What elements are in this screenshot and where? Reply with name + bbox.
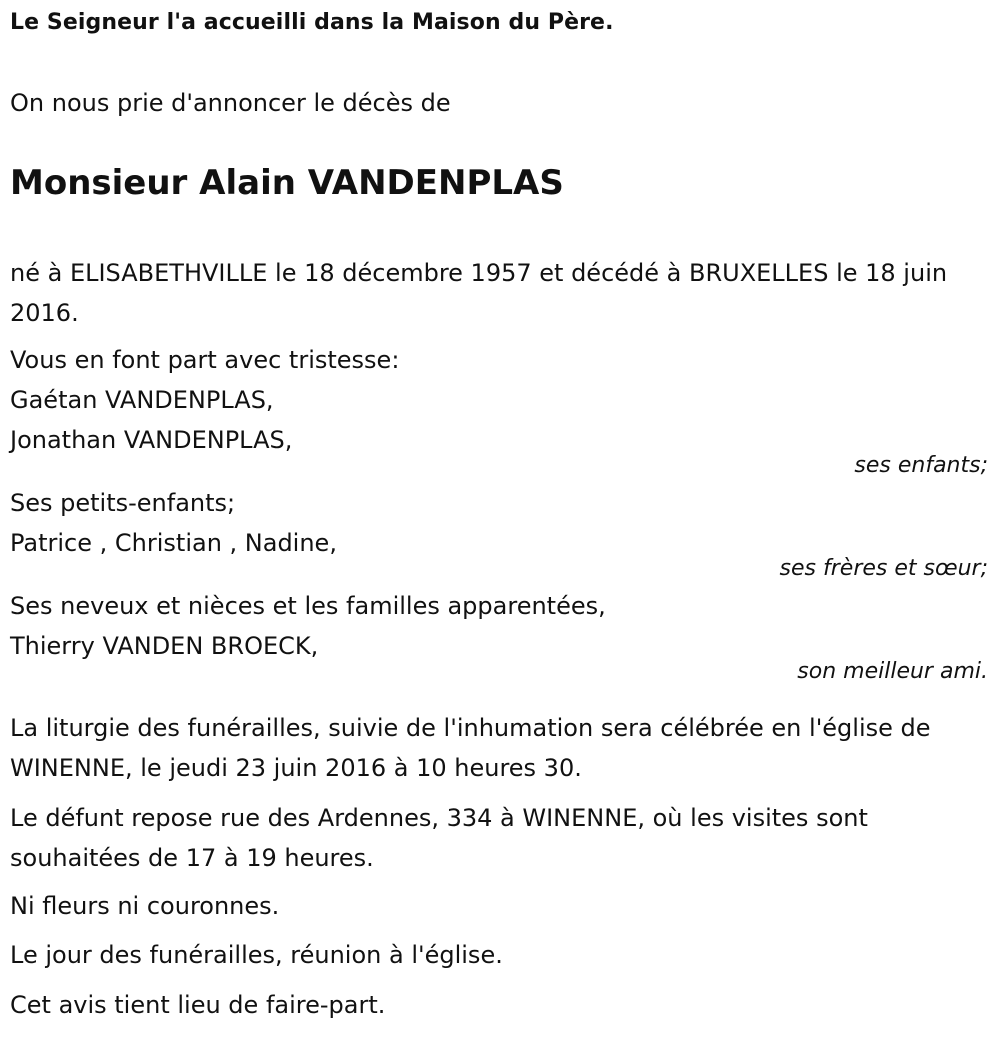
grandchildren-line: Ses petits-enfants; (10, 489, 236, 517)
children-role: ses enfants; (854, 453, 988, 478)
relatives-line: Ses neveux et nièces et les familles apparentées, (10, 592, 606, 620)
announce-line: Vous en font part avec tristesse: (10, 346, 400, 374)
flowers-line: Ni fleurs ni couronnes. (10, 892, 280, 920)
birth-death-line: né à ELISABETHVILLE le 18 décembre 1957 et décédé à BRUXELLES le 18 juin 2016. (10, 259, 948, 327)
intro-line: On nous prie d'annoncer le décès de (10, 89, 451, 117)
deceased-name: Monsieur Alain VANDENPLAS (10, 163, 564, 203)
rests-paragraph: Le défunt repose rue des Ardennes, 334 à WINENNE, où les visites sont souhaitées de 17 à 19 heures. (10, 804, 868, 872)
child-name: Jonathan VANDENPLAS, (10, 426, 293, 454)
siblings-line: Patrice , Christian , Nadine, (10, 529, 337, 557)
friend-line: Thierry VANDEN BROECK, (10, 632, 319, 660)
notice-header: Le Seigneur l'a accueilli dans la Maison du Père. (10, 10, 614, 35)
closing-line: Cet avis tient lieu de faire-part. (10, 991, 386, 1019)
child-name: Gaétan VANDENPLAS, (10, 386, 274, 414)
siblings-role: ses frères et sœur; (779, 556, 988, 581)
liturgy-paragraph: La liturgie des funérailles, suivie de l'inhumation sera célébrée en l'église de WINENNE, le jeudi 23 juin 2016 à 10 heures 30. (10, 714, 931, 782)
meeting-line: Le jour des funérailles, réunion à l'église. (10, 941, 503, 969)
friend-role: son meilleur ami. (797, 659, 988, 684)
